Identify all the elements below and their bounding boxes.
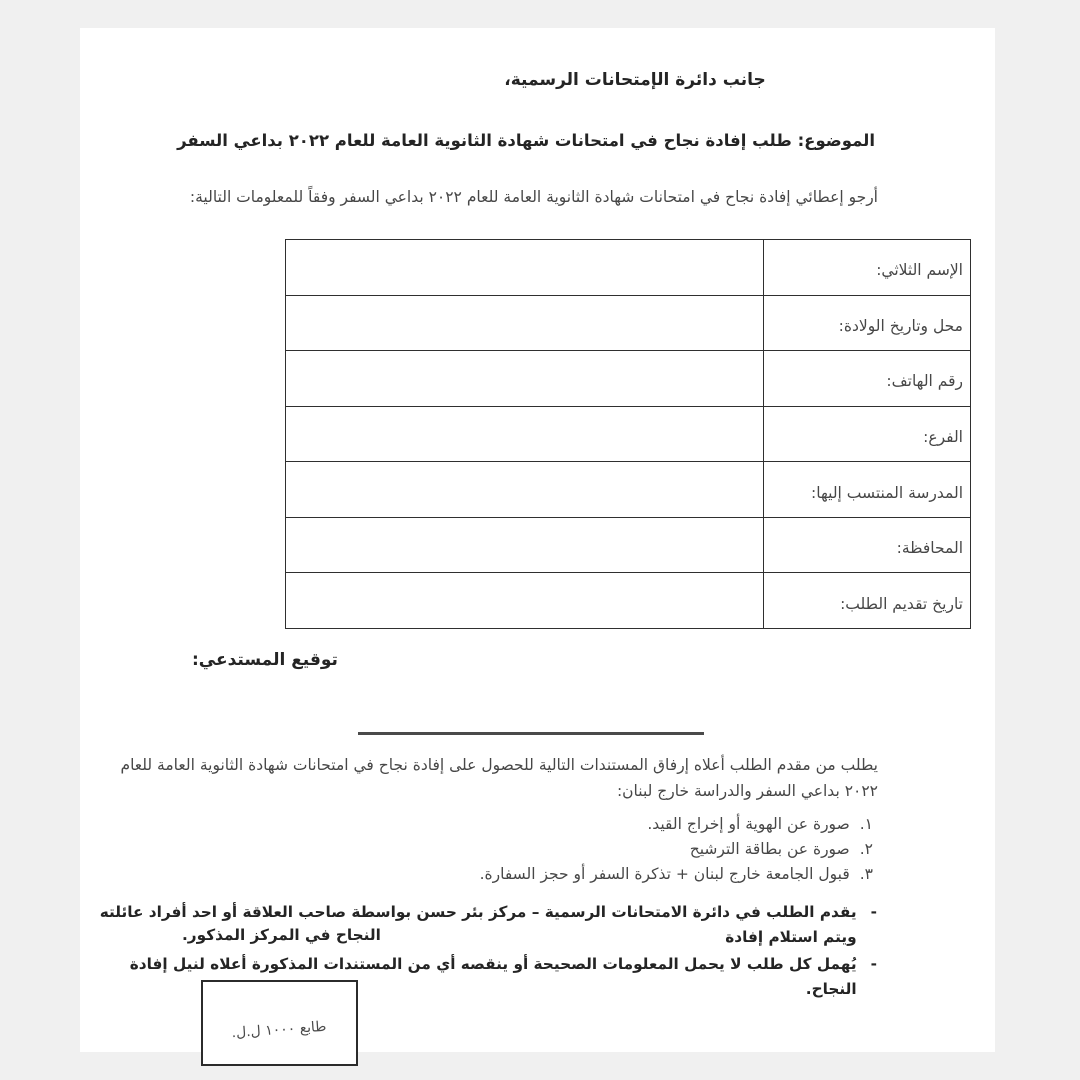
table-row-school xyxy=(286,462,971,518)
table-row-application-date xyxy=(286,573,971,629)
applicant-signature-label: توقيع المستدعي: xyxy=(192,650,338,670)
note-submission-line-1: يقدم الطلب في دائرة الامتحانات الرسمية – مركز بئر حسن بواسطة صاحب العلاقة أو احد أفراد عائلته ويتم استلام إفادة xyxy=(99,903,857,946)
list-item-university-acceptance xyxy=(480,862,873,887)
addressee-heading: جانب دائرة الإمتحانات الرسمية، xyxy=(504,70,766,90)
table-row-full-name xyxy=(286,240,971,296)
subject-line: الموضوع: طلب إفادة نجاح في امتحانات شهادة الثانوية العامة للعام ٢٠٢٢ بداعي السفر xyxy=(177,131,875,150)
school-label: المدرسة المنتسب إليها: xyxy=(764,462,971,518)
application-date-value-cell xyxy=(286,573,764,629)
list-item-text: صورة عن بطاقة الترشيح xyxy=(689,840,850,858)
governorate-label: المحافظة: xyxy=(764,517,971,573)
dash-bullet-marker: - xyxy=(870,955,877,973)
branch-label: الفرع: xyxy=(764,406,971,462)
list-item-candidacy-card xyxy=(480,837,873,862)
required-documents-line-1: يطلب من مقدم الطلب أعلاه إرفاق المستندات التالية للحصول على إفادة نجاح في امتحانات شهادة الثانوية العامة للعام xyxy=(120,756,878,774)
horizontal-divider-line xyxy=(358,732,704,735)
table-row-governorate xyxy=(286,517,971,573)
school-value-cell xyxy=(286,462,764,518)
document-page xyxy=(80,28,995,1052)
branch-value-cell xyxy=(286,406,764,462)
list-item-text: قبول الجامعة خارج لبنان + تذكرة السفر أو حجز السفارة. xyxy=(479,865,850,883)
fiscal-stamp-label: طابع ١٠٠٠ ل.ل. xyxy=(231,1018,327,1042)
application-date-label: تاريخ تقديم الطلب: xyxy=(764,573,971,629)
note-rejection-rule xyxy=(80,952,877,1002)
full-name-value-cell xyxy=(286,240,764,296)
phone-number-label: رقم الهاتف: xyxy=(764,351,971,407)
required-documents-line-2: ٢٠٢٢ بداعي السفر والدراسة خارج لبنان: xyxy=(616,782,878,800)
required-documents-list xyxy=(480,812,873,887)
note-submission-line-2: النجاح في المركز المذكور. xyxy=(182,926,381,944)
request-intro-line: أرجو إعطائي إفادة نجاح في امتحانات شهادة الثانوية العامة للعام ٢٠٢٢ بداعي السفر وفقاً للمعلومات التالية: xyxy=(189,188,878,206)
list-item-number: ١. xyxy=(859,815,873,833)
governorate-value-cell xyxy=(286,517,764,573)
list-item-text: صورة عن الهوية أو إخراج القيد. xyxy=(647,815,850,833)
table-row-branch xyxy=(286,406,971,462)
birth-place-date-value-cell xyxy=(286,295,764,351)
dash-bullet-marker: - xyxy=(870,903,877,921)
list-item-number: ٢. xyxy=(859,840,873,858)
table-row-birth xyxy=(286,295,971,351)
phone-number-value-cell xyxy=(286,351,764,407)
applicant-info-table xyxy=(285,239,971,629)
birth-place-date-label: محل وتاريخ الولادة: xyxy=(764,295,971,351)
list-item-number: ٣. xyxy=(859,865,873,883)
full-name-label: الإسم الثلاثي: xyxy=(764,240,971,296)
list-item-id-copy xyxy=(480,812,873,837)
required-documents-paragraph xyxy=(120,752,878,804)
fiscal-stamp-box xyxy=(201,980,358,1066)
note-rejection-text: يُهمل كل طلب لا يحمل المعلومات الصحيحة أو ينقصه أي من المستندات المذكورة أعلاه لنيل إفادة النجاح. xyxy=(129,955,857,998)
table-row-phone xyxy=(286,351,971,407)
